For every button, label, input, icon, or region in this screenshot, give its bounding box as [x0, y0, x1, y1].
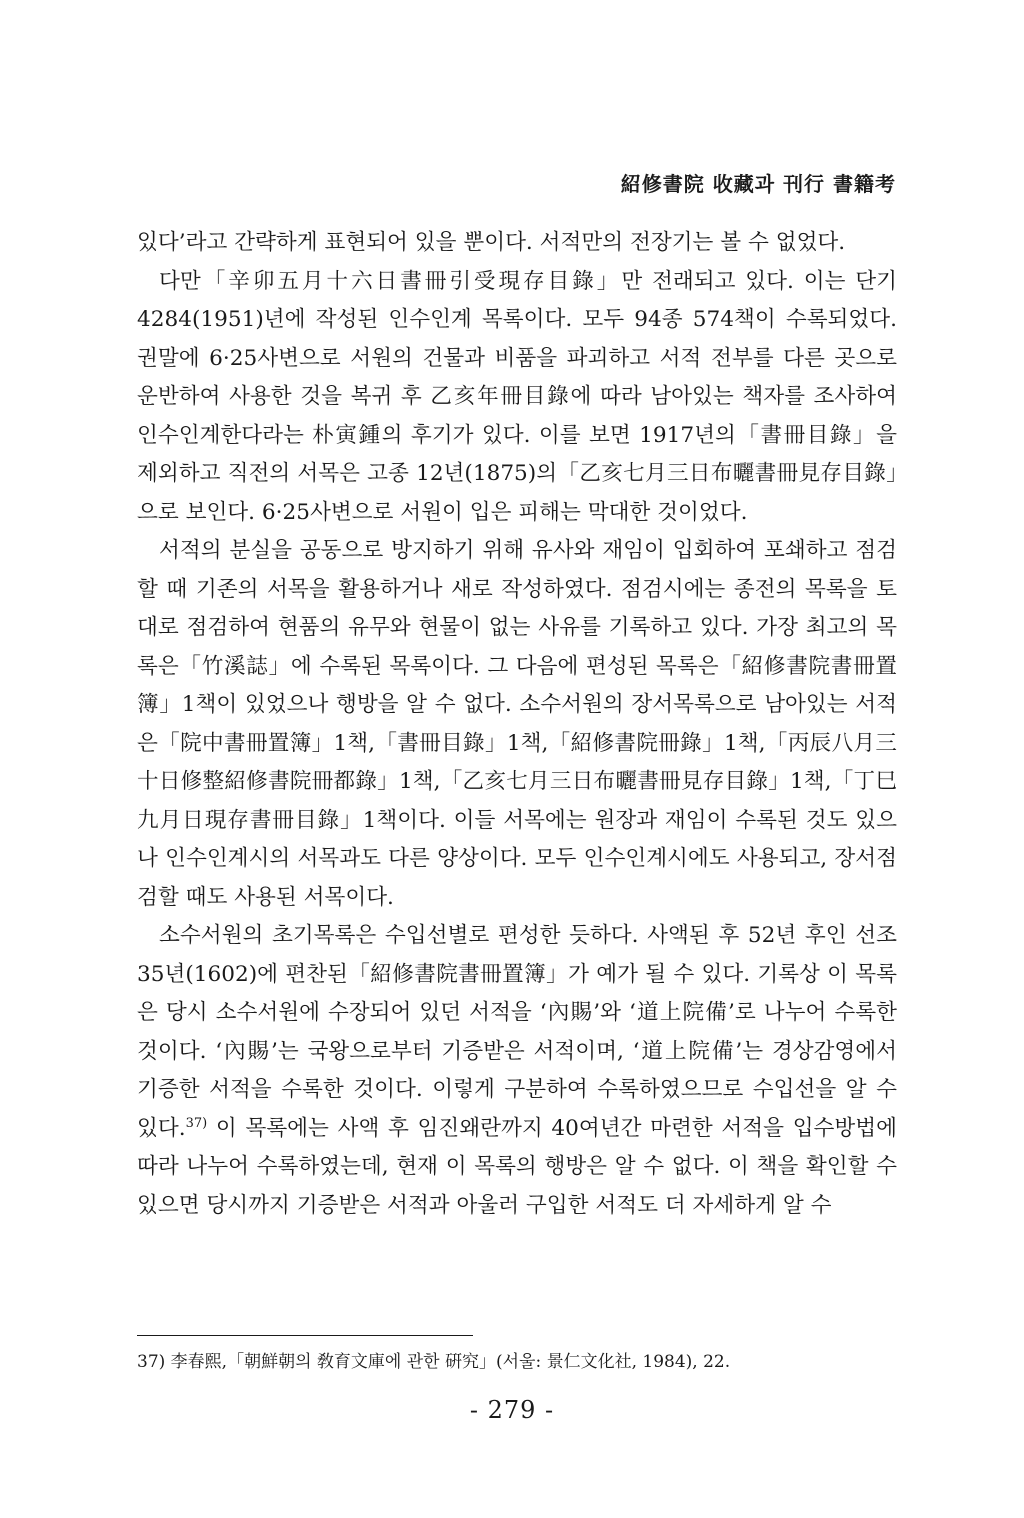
paragraph-4-text-continued: 이 목록에는 사액 후 임진왜란까지 40여년간 마련한 서적을 입수방법에 따라 나누어 수록하였는데, 현재 이 목록의 행방은 알 수 없다. 이 책을 확인할 수 있으면 당시까지 기증받은 서적과 아울러 구입한 서적도 더 자세하게 알 수 [137, 1115, 897, 1218]
footnote-reference[interactable]: 37) [185, 1115, 208, 1131]
paragraph-2: 다만「辛卯五月十六日書冊引受現存目錄」만 전래되고 있다. 이는 단기 4284(1951)년에 작성된 인수인계 목록이다. 모두 94종 574책이 수록되었다. 권말에 6·25사변으로 서원의 건물과 비품을 파괴하고 서적 전부를 다른 곳으로 운반하여 사용한 것을 복귀 후 乙亥年冊目錄에 따라 남아있는 책자를 조사하여 인수인계한다라는 朴寅鍾의 후기가 있다. 이를 보면 1917년의「書冊目錄」을 제외하고 직전의 서목은 고종 12년(1875)의「乙亥七月三日布曬書冊見存目錄」으로 보인다. 6·25사변으로 서원이 입은 피해는 막대한 것이었다. [137, 268, 897, 525]
footnote-37: 37) 李春熙,「朝鮮朝의 敎育文庫에 관한 硏究」(서울: 景仁文化社, 1984), 22. [137, 1352, 731, 1372]
paragraph-1: 있다’라고 간략하게 표현되어 있을 뿐이다. 서적만의 전장기는 볼 수 없었다. [137, 230, 846, 255]
paragraph-4-text: 소수서원의 초기목록은 수입선별로 편성한 듯하다. 사액된 후 52년 후인 선조 35년(1602)에 편찬된「紹修書院書冊置簿」가 예가 될 수 있다. 기록상 이 목록은 당시 소수서원에 수장되어 있던 서적을 ‘內賜’와 ‘道上院備’로 나누어 수록한 것이다. ‘內賜’는 국왕으로부터 기증받은 서적이며, ‘道上院備’는 경상감영에서 기증한 서적을 수록한 것이다. 이렇게 구분하여 수록하였으므로 수입선을 알 수 있다. [137, 923, 897, 1141]
body-text [137, 224, 897, 1225]
paragraph-4 [137, 917, 897, 1225]
paragraph-3: 서적의 분실을 공동으로 방지하기 위해 유사와 재임이 입회하여 포쇄하고 점검할 때 기존의 서목을 활용하거나 새로 작성하였다. 점검시에는 종전의 목록을 토대로 점검하여 현품의 유무와 현물이 없는 사유를 기록하고 있다. 가장 최고의 목록은「竹溪誌」에 수록된 목록이다. 그 다음에 편성된 목록은「紹修書院書冊置簿」1책이 있었으나 행방을 알 수 없다. 소수서원의 장서목록으로 남아있는 서적은「院中書冊置簿」1책,「書冊目錄」1책,「紹修書院冊錄」1책,「丙辰八月三十日修整紹修書院冊都錄」1책,「乙亥七月三日布曬書冊見存目錄」1책,「丁巳九月日現存書冊目錄」1책이다. 이들 서목에는 원장과 재임이 수록된 것도 있으나 인수인계시의 서목과도 다른 양상이다. 모두 인수인계시에도 사용되고, 장서점검할 때도 사용된 서목이다. [137, 538, 897, 910]
page-number: - 279 - [469, 1396, 555, 1424]
footnote-divider [137, 1335, 473, 1336]
running-header: 紹修書院 收藏과 刊行 書籍考 [620, 172, 896, 196]
